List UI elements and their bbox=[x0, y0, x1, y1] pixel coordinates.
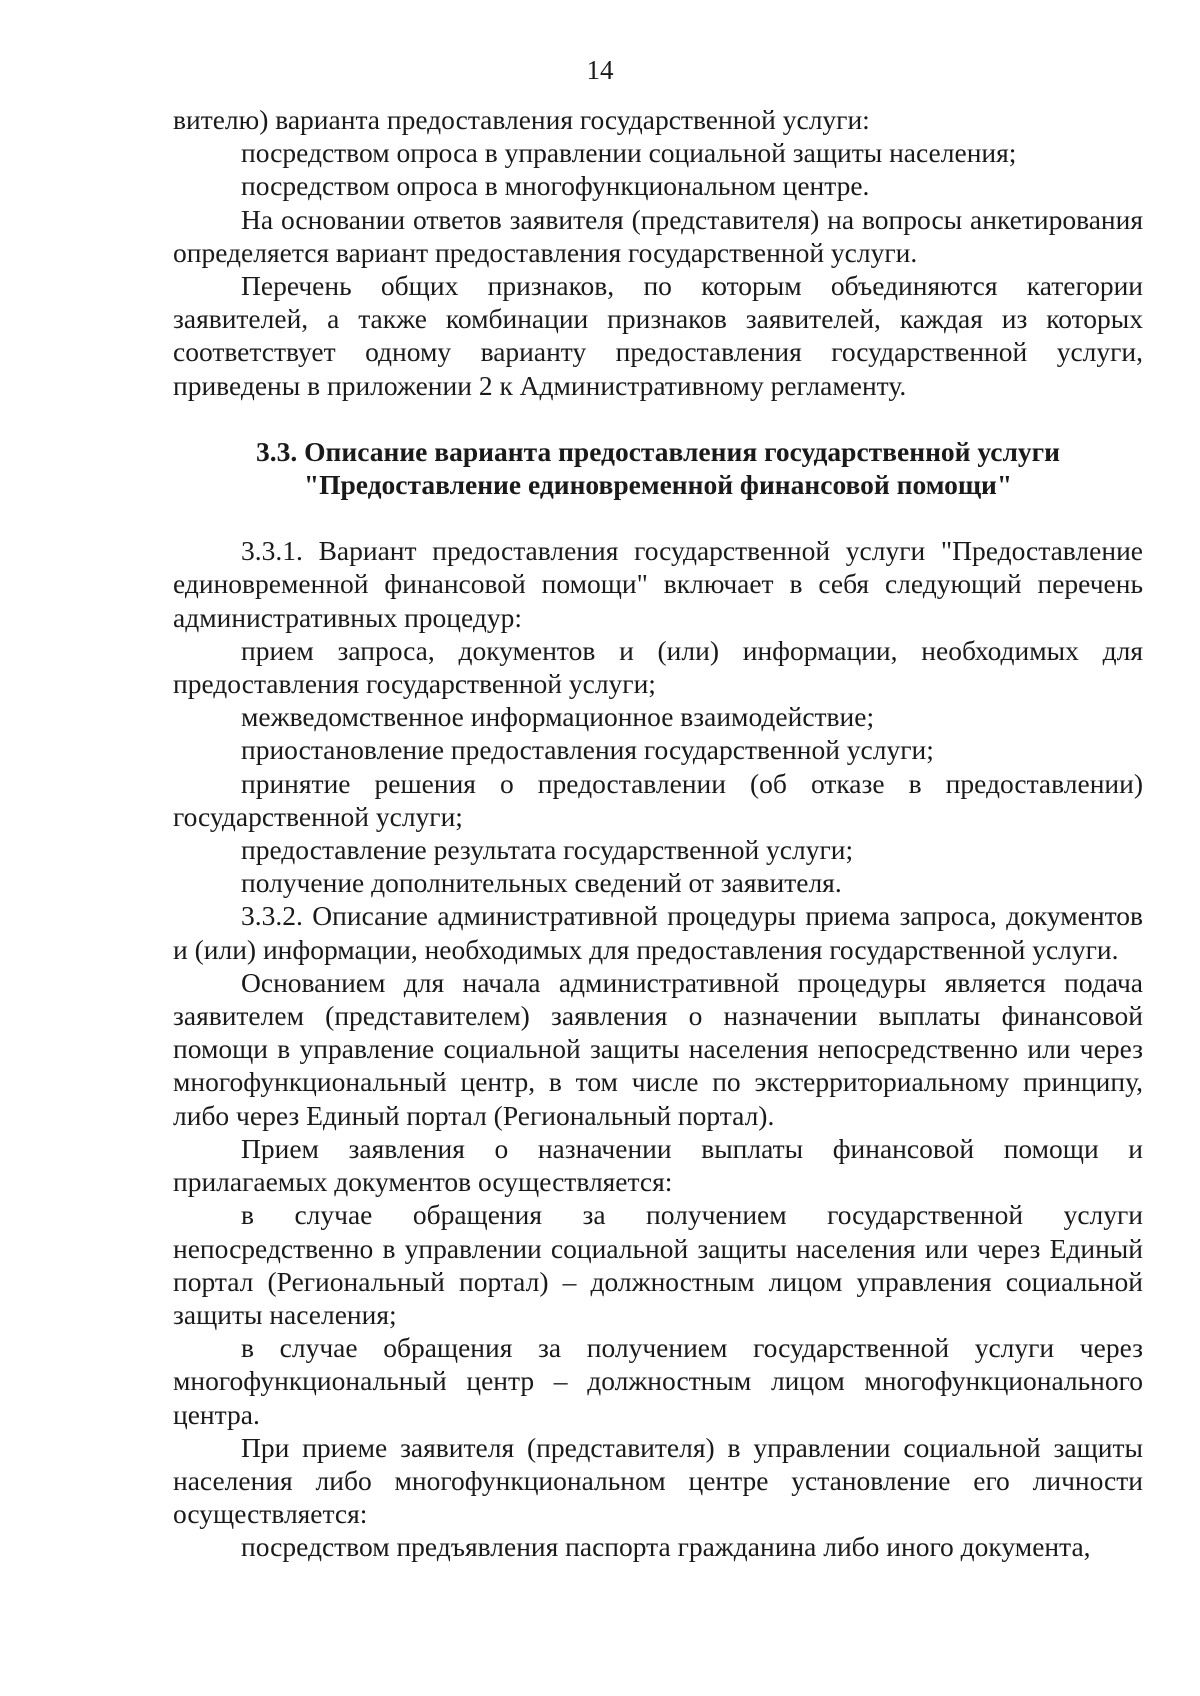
paragraph: приостановление предоставления государственной услуги; bbox=[241, 734, 934, 766]
paragraph: посредством предъявления паспорта гражданина либо иного документа, bbox=[241, 1531, 1091, 1563]
section-heading-line: "Предоставление единовременной финансовой помощи" bbox=[303, 469, 1013, 501]
paragraph: Основанием для начала административной процедуры является подача заявителем (представителем) заявления о назначении выплаты финансовой помощи в управление социальной защиты населения непосредственно или через многофункциональный центр, в том числе по экстерриториальному принципу, либо через Единый портал (Региональный портал). bbox=[173, 966, 1143, 1131]
paragraph: посредством опроса в управлении социальной защиты населения; bbox=[241, 137, 1017, 169]
paragraph: 3.3.2. Описание административной процедуры приема запроса, документов и (или) информации, необходимых для предоставления государственной услуги. bbox=[173, 900, 1143, 965]
document-body bbox=[173, 103, 1143, 1564]
paragraph: посредством опроса в многофункциональном центре. bbox=[241, 170, 870, 202]
section-heading-line: 3.3. Описание варианта предоставления государственной услуги bbox=[256, 435, 1060, 467]
paragraph: в случае обращения за получением государственной услуги через многофункциональный центр – должностным лицом многофункционального центра. bbox=[173, 1332, 1143, 1430]
section-heading bbox=[173, 435, 1143, 501]
paragraph: 3.3.1. Вариант предоставления государственной услуги "Предоставление единовременной финансовой помощи" включает в себя следующий перечень административных процедур: bbox=[173, 535, 1143, 633]
paragraph: Прием заявления о назначении выплаты финансовой помощи и прилагаемых документов осуществляется: bbox=[173, 1132, 1143, 1198]
page-number: 14 bbox=[586, 55, 614, 85]
paragraph: На основании ответов заявителя (представителя) на вопросы анкетирования определяется вариант предоставления государственной услуги. bbox=[173, 203, 1143, 268]
paragraph: вителю) варианта предоставления государственной услуги: bbox=[173, 104, 870, 135]
paragraph: Перечень общих признаков, по которым объединяются категории заявителей, а также комбинации признаков заявителей, каждая из которых соответствует одному варианту предоставления государственной услуги, приведены в приложении 2 к Административному регламенту. bbox=[173, 270, 1143, 401]
paragraph: предоставление результата государственной услуги; bbox=[241, 834, 854, 866]
paragraph: получение дополнительных сведений от заявителя. bbox=[241, 867, 842, 899]
paragraph: в случае обращения за получением государственной услуги непосредственно в управлении социальной защиты населения или через Единый портал (Региональный портал) – должностным лицом управления социальной защиты населения; bbox=[173, 1199, 1143, 1330]
paragraph: принятие решения о предоставлении (об отказе в предоставлении) государственной услуги; bbox=[173, 767, 1143, 832]
paragraph: При приеме заявителя (представителя) в управлении социальной защиты населения либо многофункциональном центре установление его личности осуществляется: bbox=[173, 1431, 1143, 1530]
paragraph: прием запроса, документов и (или) информации, необходимых для предоставления государственной услуги; bbox=[173, 634, 1143, 700]
paragraph: межведомственное информационное взаимодействие; bbox=[241, 701, 875, 733]
